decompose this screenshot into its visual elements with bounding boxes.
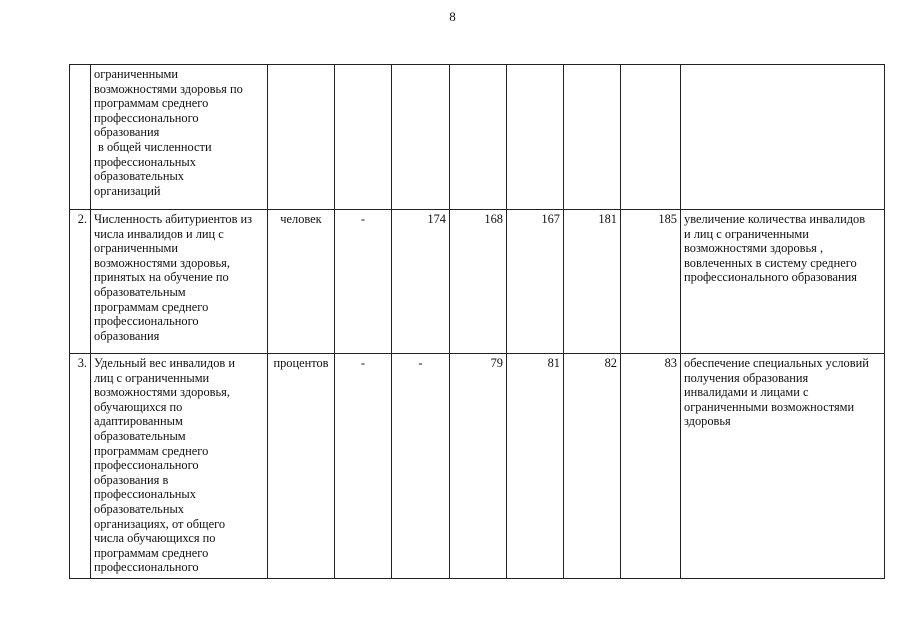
value-2021-cell <box>450 65 507 210</box>
value-2024-cell: 83 <box>621 354 681 579</box>
value-2023-cell: 82 <box>564 354 621 579</box>
indicator-name: Удельный вес инвалидов и лиц с ограниченными возможностями здоровья, обучающихся по адаптированным образовательным программам среднего профессионального образования в профессиональных образовательных организациях, от общего числа обучающихся по программам среднего профессионального <box>91 354 268 579</box>
value-2023-cell: 181 <box>564 210 621 354</box>
expected-result: увеличение количества инвалидов и лиц с ограниченными возможностями здоровья , вовлеченных в систему среднего профессионального образования <box>681 210 885 354</box>
unit-cell: человек <box>268 210 335 354</box>
row-number: 2. <box>70 210 91 354</box>
table-row <box>70 65 885 210</box>
value-2022-cell: 81 <box>507 354 564 579</box>
value-2020-cell: 174 <box>392 210 450 354</box>
value-2024-cell: 185 <box>621 210 681 354</box>
value-2022-cell: 167 <box>507 210 564 354</box>
page-number: 8 <box>449 9 456 24</box>
row-number: 3. <box>70 354 91 579</box>
value-2020-cell: - <box>392 354 450 579</box>
value-2022-cell <box>507 65 564 210</box>
table-row <box>70 210 885 354</box>
indicators-table <box>69 64 885 579</box>
expected-result: обеспечение специальных условий получения образования инвалидами и лицами с ограниченными возможностями здоровья <box>681 354 885 579</box>
indicator-name: ограниченными возможностями здоровья по программам среднего профессионального образования в общей численности профессиональных образовательных организаций <box>91 65 268 210</box>
row-number <box>70 65 91 210</box>
value-2024-cell <box>621 65 681 210</box>
value-2019-cell: - <box>335 354 392 579</box>
value-2019-cell <box>335 65 392 210</box>
value-2020-cell <box>392 65 450 210</box>
table-row <box>70 354 885 579</box>
value-2021-cell: 79 <box>450 354 507 579</box>
indicator-name: Численность абитуриентов из числа инвалидов и лиц с ограниченными возможностями здоровья, принятых на обучение по образовательным программам среднего профессионального образования <box>91 210 268 354</box>
value-2019-cell: - <box>335 210 392 354</box>
expected-result <box>681 65 885 210</box>
unit-cell: процентов <box>268 354 335 579</box>
unit-cell <box>268 65 335 210</box>
value-2023-cell <box>564 65 621 210</box>
value-2021-cell: 168 <box>450 210 507 354</box>
